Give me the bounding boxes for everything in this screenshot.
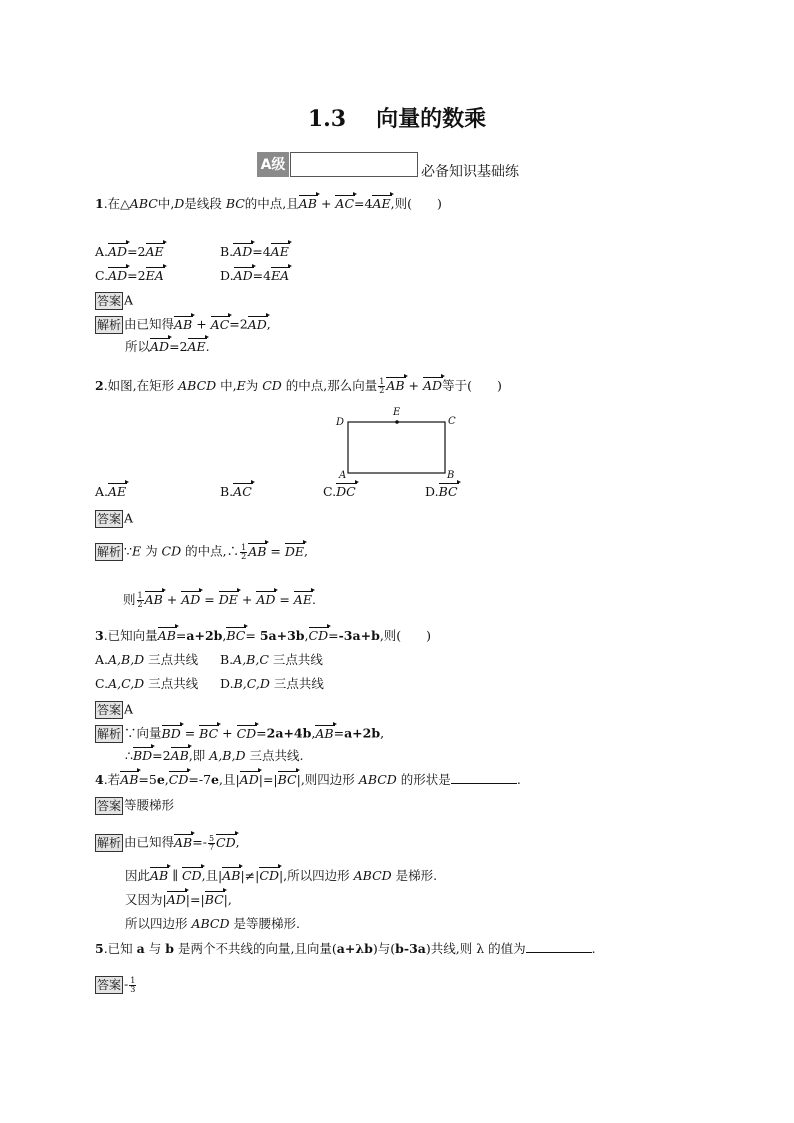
text: , bbox=[222, 628, 227, 643]
text: )共线,则 λ 的值为 bbox=[425, 941, 526, 956]
numerator: 5 bbox=[208, 833, 215, 843]
vector: AD bbox=[108, 244, 128, 259]
q1-option-d bbox=[220, 270, 289, 283]
answer-tag: 答案 bbox=[97, 799, 122, 813]
point-label-d: D bbox=[336, 417, 345, 428]
q2-analysis-line1 bbox=[95, 543, 308, 561]
question-number: 1 bbox=[95, 196, 104, 211]
rectangle-figure bbox=[330, 405, 460, 485]
text: D bbox=[174, 196, 185, 211]
point-label-c: C bbox=[448, 416, 456, 427]
text: CD bbox=[161, 543, 182, 559]
q3-analysis-line2 bbox=[125, 750, 303, 763]
point-label-b: B bbox=[447, 470, 455, 481]
text: + bbox=[162, 592, 182, 607]
text: , bbox=[304, 628, 309, 643]
vector: CD bbox=[181, 868, 202, 883]
text: =2 bbox=[229, 316, 248, 332]
answer-value: A bbox=[124, 292, 134, 308]
text: ,且| bbox=[201, 868, 223, 883]
q2-option-b bbox=[220, 486, 252, 499]
text: 因此 bbox=[125, 868, 151, 883]
text: e bbox=[156, 772, 165, 787]
option-label: D. bbox=[425, 484, 439, 499]
answer-value: A bbox=[124, 701, 134, 717]
text: =- bbox=[192, 834, 207, 850]
answer-tag: 答案 bbox=[97, 703, 122, 717]
text: 是两个不共线的向量,且向量( bbox=[173, 941, 337, 956]
vector: AB bbox=[315, 725, 334, 741]
numerator: 1 bbox=[130, 975, 136, 985]
q1-analysis-line1 bbox=[95, 316, 271, 334]
text: ∵向量 bbox=[124, 725, 162, 741]
text: , bbox=[303, 543, 308, 559]
analysis-tag: 解析 bbox=[97, 545, 122, 559]
analysis-tag: 解析 bbox=[97, 318, 122, 332]
text: , bbox=[380, 725, 385, 741]
q1-stem bbox=[95, 198, 442, 211]
vector: AB bbox=[222, 868, 241, 883]
vector: AD bbox=[256, 592, 276, 607]
text: ,且| bbox=[218, 772, 240, 787]
vector: AE bbox=[108, 484, 127, 499]
q3-option-c bbox=[95, 678, 198, 691]
denominator: 2 bbox=[379, 386, 385, 395]
fraction bbox=[129, 977, 136, 994]
text: = bbox=[256, 725, 267, 741]
text: , bbox=[235, 834, 240, 850]
vector: AE bbox=[293, 592, 312, 607]
text: =2 bbox=[127, 268, 146, 283]
analysis-tag: 解析 bbox=[97, 836, 122, 850]
vector: AD bbox=[150, 339, 170, 354]
text: 与 bbox=[144, 941, 166, 956]
text: .已知 bbox=[103, 941, 137, 956]
q1-analysis-line2 bbox=[125, 341, 210, 354]
text: ,则( ) bbox=[379, 628, 432, 643]
answer-sign: - bbox=[124, 976, 129, 992]
text: + bbox=[404, 378, 423, 393]
q1-option-c bbox=[95, 270, 164, 283]
vector: AD bbox=[166, 892, 186, 907]
text: .若 bbox=[103, 772, 121, 787]
vector: AD bbox=[239, 772, 259, 787]
vector: AB bbox=[298, 196, 317, 211]
q2-analysis-line2 bbox=[123, 592, 316, 609]
text: ABCD bbox=[353, 868, 392, 883]
vector: AB bbox=[386, 378, 405, 393]
vector: AB bbox=[174, 834, 193, 850]
text: |,则四边形 bbox=[296, 772, 359, 787]
text: 5a+3b bbox=[259, 628, 305, 643]
text: . bbox=[205, 339, 210, 354]
text: + bbox=[192, 316, 211, 332]
text: 的中点,且 bbox=[244, 196, 299, 211]
q5-stem bbox=[95, 943, 596, 956]
numerator: 1 bbox=[241, 542, 247, 552]
text: B,C,D bbox=[233, 676, 270, 691]
q2-option-c bbox=[323, 486, 356, 499]
vector: EA bbox=[145, 268, 164, 283]
denominator: 2 bbox=[241, 551, 247, 561]
q4-answer bbox=[95, 797, 174, 815]
vector: AB bbox=[174, 316, 193, 332]
text: )与( bbox=[372, 941, 396, 956]
text: =2 bbox=[169, 339, 188, 354]
text: 三点共线 bbox=[144, 676, 199, 691]
fraction bbox=[240, 544, 247, 561]
text: |=| bbox=[185, 892, 205, 907]
text: 所以 bbox=[125, 339, 151, 354]
q1-option-a bbox=[95, 246, 164, 259]
text: BC bbox=[225, 196, 245, 211]
option-label: A. bbox=[95, 652, 109, 667]
text: A,B,D bbox=[209, 748, 246, 763]
option-label: A. bbox=[95, 244, 109, 259]
q4-analysis-line3 bbox=[125, 894, 232, 907]
vector: CD bbox=[168, 772, 189, 787]
text: = bbox=[200, 592, 219, 607]
option-label: C. bbox=[95, 676, 109, 691]
numerator: 1 bbox=[137, 591, 143, 600]
text: =5 bbox=[138, 772, 157, 787]
text: ,即 bbox=[188, 748, 210, 763]
point-label-a: A bbox=[339, 470, 347, 481]
option-label: B. bbox=[220, 652, 234, 667]
option-label: B. bbox=[220, 244, 234, 259]
text: = bbox=[180, 725, 200, 741]
text: . bbox=[591, 941, 596, 956]
vector: AD bbox=[233, 244, 253, 259]
vector: BC bbox=[277, 772, 297, 787]
level-title: 必备知识基础练 bbox=[421, 164, 519, 180]
text: . bbox=[311, 592, 316, 607]
text: = bbox=[333, 725, 345, 741]
vector: AB bbox=[248, 543, 267, 559]
text: .在△ bbox=[103, 196, 130, 211]
text: = bbox=[245, 628, 260, 643]
text: 又因为| bbox=[125, 892, 167, 907]
q1-answer bbox=[95, 292, 133, 310]
text: 三点共线 bbox=[144, 652, 199, 667]
question-number: 2 bbox=[95, 378, 104, 393]
section-title: 向量的数乘 bbox=[376, 106, 487, 132]
text: -3a+b bbox=[338, 628, 380, 643]
vector: CD bbox=[236, 725, 257, 741]
text: |,所以四边形 bbox=[278, 868, 354, 883]
text: ∴ bbox=[125, 748, 133, 763]
text: A,B,D bbox=[108, 652, 145, 667]
text: 所以四边形 bbox=[125, 916, 192, 931]
numerator: 1 bbox=[379, 377, 385, 386]
analysis-tag: 解析 bbox=[97, 727, 122, 741]
option-label: A. bbox=[95, 484, 109, 499]
answer-value: 等腰梯形 bbox=[124, 797, 175, 813]
section-number: 1.3 bbox=[307, 106, 347, 132]
text: 等于( ) bbox=[442, 378, 502, 393]
text: ∥ bbox=[168, 868, 182, 883]
vector: AD bbox=[247, 316, 267, 332]
fraction bbox=[137, 592, 144, 609]
text: ABCD bbox=[358, 772, 397, 787]
vector: AB bbox=[120, 772, 139, 787]
text: .已知向量 bbox=[103, 628, 158, 643]
text: |≠| bbox=[240, 868, 260, 883]
point-label-e: E bbox=[393, 407, 401, 418]
vector: AD bbox=[108, 268, 128, 283]
fraction bbox=[378, 378, 385, 395]
text: 中, bbox=[157, 196, 175, 211]
text: 的中点,那么向量 bbox=[281, 378, 378, 393]
text: 的形状是 bbox=[396, 772, 451, 787]
q2-option-a bbox=[95, 486, 126, 499]
text: . bbox=[516, 772, 521, 787]
denominator: 7 bbox=[208, 842, 215, 852]
text: a+2b bbox=[186, 628, 223, 643]
text: =2 bbox=[152, 748, 171, 763]
text: 为 bbox=[141, 543, 162, 559]
text: |=| bbox=[258, 772, 278, 787]
text: 三点共线 bbox=[269, 676, 324, 691]
vector: CD bbox=[216, 834, 236, 850]
q5-answer bbox=[95, 976, 137, 994]
q3-option-a bbox=[95, 654, 198, 667]
fraction bbox=[208, 835, 215, 852]
text: = bbox=[175, 628, 187, 643]
vector: AC bbox=[335, 196, 355, 211]
text: = bbox=[275, 592, 294, 607]
text: ABC bbox=[129, 196, 158, 211]
q2-option-d bbox=[425, 486, 458, 499]
text: E bbox=[131, 543, 142, 559]
q4-analysis-line4 bbox=[125, 918, 300, 931]
text: a bbox=[136, 941, 145, 956]
vector: DE bbox=[284, 543, 304, 559]
q3-option-b bbox=[220, 654, 323, 667]
text: E bbox=[236, 378, 246, 393]
text: + bbox=[317, 196, 336, 211]
answer-tag: 答案 bbox=[97, 512, 122, 526]
vector: AE bbox=[372, 196, 391, 211]
vector: AB bbox=[170, 748, 189, 763]
text: 由已知得 bbox=[124, 834, 175, 850]
option-label: D. bbox=[220, 268, 234, 283]
denominator: 3 bbox=[130, 984, 136, 994]
answer-value: A bbox=[124, 510, 134, 526]
text: 是线段 bbox=[184, 196, 226, 211]
answer-tag: 答案 bbox=[97, 294, 122, 308]
vector: EA bbox=[271, 268, 290, 283]
text: + bbox=[237, 592, 257, 607]
q1-option-b bbox=[220, 246, 289, 259]
text: 三点共线 bbox=[268, 652, 323, 667]
vector: AD bbox=[233, 268, 253, 283]
text: = bbox=[328, 628, 339, 643]
vector: DC bbox=[336, 484, 356, 499]
text: , bbox=[311, 725, 316, 741]
answer-blank bbox=[526, 952, 592, 953]
vector: BC bbox=[438, 484, 458, 499]
vector: AB bbox=[157, 628, 176, 643]
q3-option-d bbox=[220, 678, 324, 691]
page-title bbox=[0, 108, 794, 130]
answer-blank bbox=[451, 783, 517, 784]
vector: CD bbox=[308, 628, 329, 643]
text: ABCD bbox=[191, 916, 230, 931]
text: ∵ bbox=[124, 543, 132, 559]
text: 中, bbox=[216, 378, 237, 393]
question-number: 4 bbox=[95, 772, 104, 787]
text: b bbox=[165, 941, 174, 956]
text: =-7 bbox=[188, 772, 212, 787]
vector: CD bbox=[259, 868, 279, 883]
text: a+2b bbox=[344, 725, 381, 741]
text: b-3a bbox=[395, 941, 426, 956]
vector: BC bbox=[204, 892, 224, 907]
question-number: 5 bbox=[95, 941, 104, 956]
text: 的中点,∴ bbox=[181, 543, 240, 559]
vector: BD bbox=[161, 725, 181, 741]
text: 为 bbox=[245, 378, 263, 393]
denominator: 2 bbox=[137, 600, 143, 609]
text: e bbox=[211, 772, 219, 787]
vector: BC bbox=[199, 725, 219, 741]
text: ,则( ) bbox=[390, 196, 442, 211]
vector: AB bbox=[150, 868, 169, 883]
q3-answer bbox=[95, 701, 133, 719]
text: =4 bbox=[354, 196, 373, 211]
text: CD bbox=[262, 378, 282, 393]
vector: DE bbox=[218, 592, 238, 607]
text: A,C,D bbox=[108, 676, 145, 691]
q4-stem bbox=[95, 774, 521, 787]
text: A,B,C bbox=[233, 652, 269, 667]
vector: AE bbox=[270, 244, 289, 259]
q2-answer bbox=[95, 510, 133, 528]
option-label: B. bbox=[220, 484, 234, 499]
q2-stem bbox=[95, 378, 502, 395]
text: 由已知得 bbox=[124, 316, 175, 332]
option-label: D. bbox=[220, 676, 234, 691]
text: a+λb bbox=[336, 941, 373, 956]
answer-tag: 答案 bbox=[97, 978, 122, 992]
text: |, bbox=[223, 892, 232, 907]
vector: AB bbox=[144, 592, 163, 607]
text: 2a+4b bbox=[266, 725, 312, 741]
text: =2 bbox=[127, 244, 146, 259]
vector: AD bbox=[181, 592, 201, 607]
vector: AC bbox=[210, 316, 230, 332]
text: + bbox=[218, 725, 237, 741]
vector: BC bbox=[226, 628, 246, 643]
vector: BD bbox=[132, 748, 153, 763]
option-label: C. bbox=[95, 268, 109, 283]
text: ABCD bbox=[178, 378, 217, 393]
text: 则 bbox=[123, 592, 136, 607]
q3-stem bbox=[95, 630, 431, 643]
text: 三点共线. bbox=[245, 748, 304, 763]
text: 是等腰梯形. bbox=[229, 916, 300, 931]
q4-analysis-line2 bbox=[125, 870, 437, 883]
vector: AE bbox=[145, 244, 164, 259]
text: =4 bbox=[252, 244, 271, 259]
text: =4 bbox=[252, 268, 272, 283]
text: = bbox=[266, 543, 285, 559]
text: , bbox=[164, 772, 169, 787]
option-label: C. bbox=[323, 484, 337, 499]
level-box bbox=[290, 152, 418, 177]
vector: AC bbox=[233, 484, 252, 499]
vector: AE bbox=[187, 339, 206, 354]
text: .如图,在矩形 bbox=[103, 378, 179, 393]
text: , bbox=[266, 316, 271, 332]
question-number: 3 bbox=[95, 628, 104, 643]
q3-analysis-line1 bbox=[95, 725, 384, 743]
q4-analysis-line1 bbox=[95, 834, 240, 852]
text: 是梯形. bbox=[391, 868, 438, 883]
vector: AD bbox=[423, 378, 443, 393]
level-badge: A级 bbox=[257, 152, 289, 177]
